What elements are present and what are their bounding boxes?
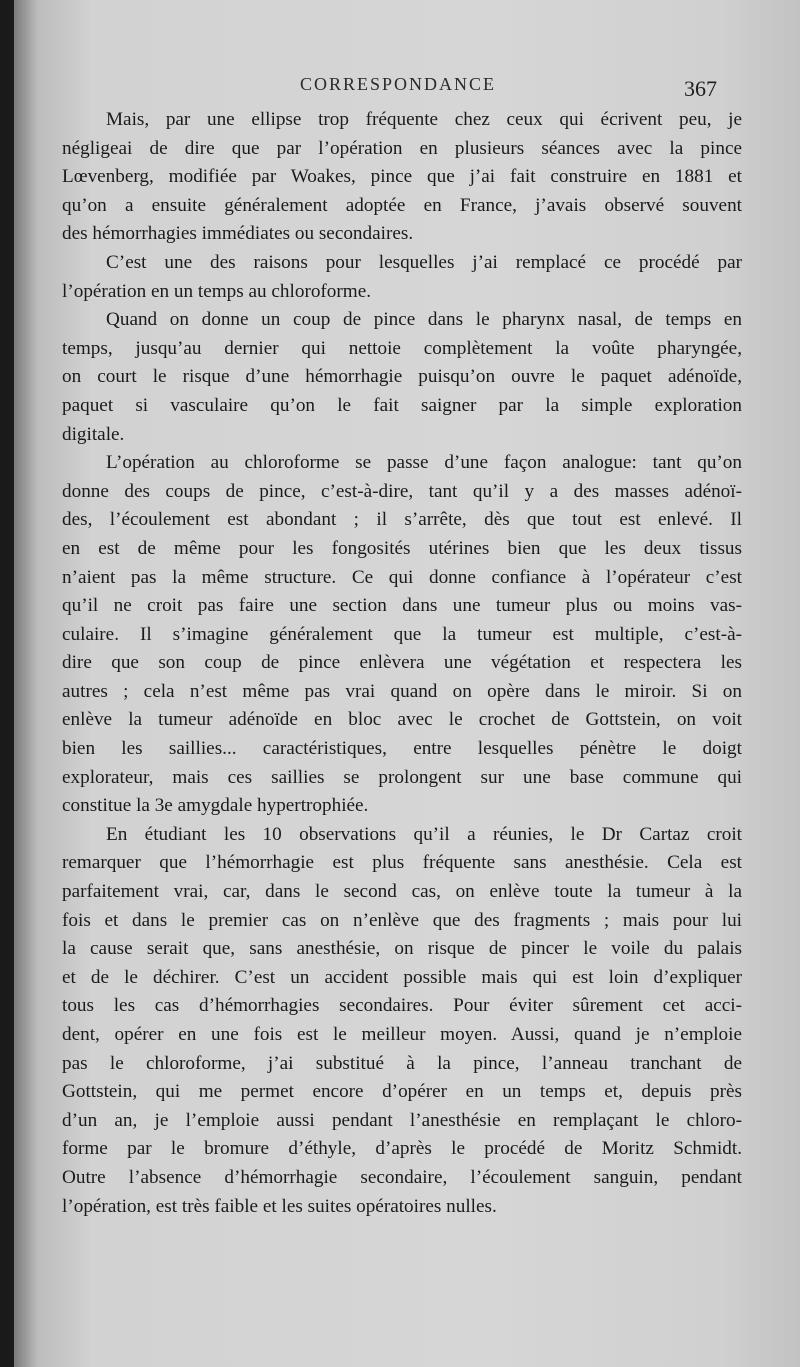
body-text <box>62 106 742 1221</box>
text-line: négligeai de dire que par l’opération en plusieurs séances avec la pince <box>62 137 742 159</box>
text-line: et de le déchirer. C’est un accident possible mais qui est loin d’expliquer <box>62 966 742 988</box>
text-line: l’opération, est très faible et les suites opératoires nulles. <box>62 1195 497 1217</box>
text-line: on court le risque d’une hémorrhagie puisqu’on ouvre le paquet adénoïde, <box>62 366 742 388</box>
text-line: remarquer que l’hémorrhagie est plus fréquente sans anesthésie. Cela est <box>62 852 742 874</box>
running-title: CORRESPONDANCE <box>300 74 497 94</box>
text-line: qu’on a ensuite généralement adoptée en France, j’avais observé souvent <box>62 194 742 216</box>
paragraph <box>62 249 742 306</box>
paragraph <box>62 106 742 249</box>
text-line: L’opération au chloroforme se passe d’une façon analogue: tant qu’on <box>106 452 742 474</box>
text-line: Outre l’absence d’hémorrhagie secondaire, l’écoulement sanguin, pendant <box>62 1166 742 1188</box>
text-line: dent, opérer en une fois est le meilleur moyen. Aussi, quand je n’emploie <box>62 1024 742 1045</box>
text-line: En étudiant les 10 observations qu’il a réunies, le Dr Cartaz croit <box>106 823 742 845</box>
text-line: dire que son coup de pince enlèvera une végétation et respectera les <box>62 652 742 674</box>
text-line: explorateur, mais ces saillies se prolongent sur une base commune qui <box>62 766 742 788</box>
text-line: constitue la 3e amygdale hypertrophiée. <box>62 795 369 817</box>
text-line: fois et dans le premier cas on n’enlève que des fragments ; mais pour lui <box>62 909 742 931</box>
text-line: la cause serait que, sans anesthésie, on risque de pincer le voile du palais <box>62 938 742 960</box>
text-line: Mais, par une ellipse trop fréquente chez ceux qui écrivent peu, je <box>106 109 742 130</box>
text-line: digitale. <box>62 423 125 445</box>
text-line: temps, jusqu’au dernier qui nettoie complètement la voûte pharyngée, <box>62 337 742 359</box>
text-line: Quand on donne un coup de pince dans le pharynx nasal, de temps en <box>106 309 742 331</box>
text-line: paquet si vasculaire qu’on le fait saigner par la simple exploration <box>62 394 742 416</box>
text-line: enlève la tumeur adénoïde en bloc avec le crochet de Gottstein, on voit <box>62 709 742 731</box>
text-line: autres ; cela n’est même pas vrai quand on opère dans le miroir. Si on <box>62 680 742 702</box>
text-line: d’un an, je l’emploie aussi pendant l’anesthésie en remplaçant le chloro- <box>62 1109 742 1131</box>
text-line: des hémorrhagies immédiates ou secondaires. <box>62 223 414 245</box>
running-head <box>14 74 800 104</box>
paragraph <box>62 449 742 821</box>
text-line: l’opération en un temps au chloroforme. <box>62 280 372 302</box>
text-line: Gottstein, qui me permet encore d’opérer en un temps et, depuis près <box>62 1081 742 1103</box>
book-page <box>14 0 800 1367</box>
paragraph <box>62 306 742 449</box>
text-line: donne des coups de pince, c’est-à-dire, tant qu’il y a des masses adénoï- <box>62 480 742 502</box>
text-line: parfaitement vrai, car, dans le second cas, on enlève toute la tumeur à la <box>62 881 742 903</box>
text-line: culaire. Il s’imagine généralement que la tumeur est multiple, c’est-à- <box>62 623 742 645</box>
text-line: bien les saillies... caractéristiques, entre lesquelles pénètre le doigt <box>62 738 742 760</box>
text-line: C’est une des raisons pour lesquelles j’ai remplacé ce procédé par <box>106 251 742 273</box>
paragraph <box>62 821 742 1221</box>
text-line: Lœvenberg, modifiée par Woakes, pince que j’ai fait construire en 1881 et <box>62 166 742 188</box>
text-line: forme par le bromure d’éthyle, d’après le procédé de Moritz Schmidt. <box>62 1138 742 1160</box>
page-number: 367 <box>684 76 717 101</box>
text-line: n’aient pas la même structure. Ce qui donne confiance à l’opérateur c’est <box>62 566 742 588</box>
text-line: tous les cas d’hémorrhagies secondaires. Pour éviter sûrement cet acci- <box>62 995 742 1017</box>
text-line: pas le chloroforme, j’ai substitué à la pince, l’anneau tranchant de <box>62 1052 742 1074</box>
text-line: qu’il ne croit pas faire une section dans une tumeur plus ou moins vas- <box>62 595 742 617</box>
text-line: en est de même pour les fongosités utérines bien que les deux tissus <box>62 537 742 559</box>
text-line: des, l’écoulement est abondant ; il s’arrête, dès que tout est enlevé. Il <box>62 509 742 531</box>
